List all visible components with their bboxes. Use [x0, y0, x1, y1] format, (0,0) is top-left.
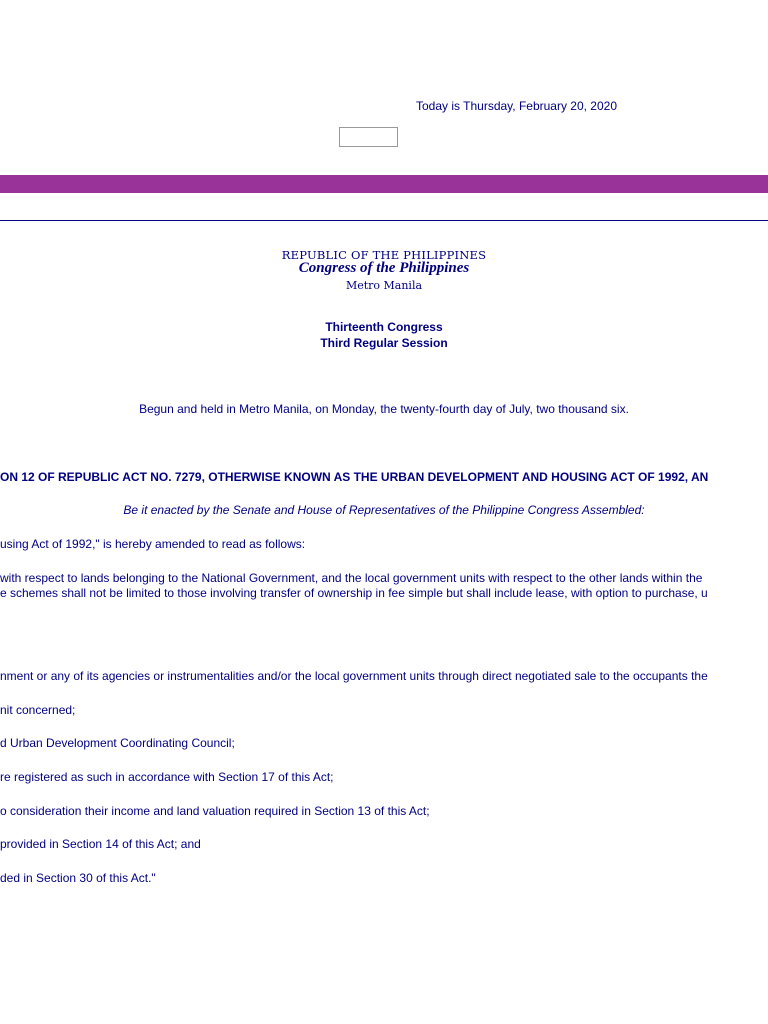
navigation-banner — [0, 175, 768, 193]
body-line: nment or any of its agencies or instrumentalities and/or the local government units through direct negotiated sale to the occupants the — [0, 669, 708, 683]
body-line: ded in Section 30 of this Act." — [0, 871, 156, 885]
body-line: provided in Section 14 of this Act; and — [0, 837, 201, 851]
body-line: nit concerned; — [0, 703, 76, 717]
regular-session: Third Regular Session — [320, 336, 448, 350]
enacting-clause: Be it enacted by the Senate and House of Representatives of the Philippine Congress Assembled: — [123, 503, 645, 517]
body-line: using Act of 1992," is hereby amended to read as follows: — [0, 537, 306, 551]
date-line: Today is Thursday, February 20, 2020 — [416, 99, 617, 113]
search-input[interactable] — [339, 127, 398, 147]
body-line: re registered as such in accordance with Section 17 of this Act; — [0, 770, 334, 784]
session-heading — [0, 319, 768, 351]
masthead-congress: Congress of the Philippines — [298, 260, 470, 276]
horizontal-divider — [0, 220, 768, 221]
masthead-republic: REPUBLIC OF THE PHILIPPINES — [281, 248, 487, 262]
masthead-location: Metro Manila — [345, 279, 423, 292]
body-line: e schemes shall not be limited to those involving transfer of ownership in fee simple but shall include lease, with option to purchase, u — [0, 586, 708, 600]
begun-statement: Begun and held in Metro Manila, on Monday, the twenty-fourth day of July, two thousand six. — [139, 402, 629, 416]
body-line: o consideration their income and land valuation required in Section 13 of this Act; — [0, 804, 430, 818]
body-line: with respect to lands belonging to the National Government, and the local government units with respect to the other lands within the — [0, 571, 703, 585]
body-line: d Urban Development Coordinating Council; — [0, 736, 235, 750]
act-title: ON 12 OF REPUBLIC ACT NO. 7279, OTHERWISE KNOWN AS THE URBAN DEVELOPMENT AND HOUSING ACT OF 1992, AN — [0, 470, 709, 484]
congress-number: Thirteenth Congress — [325, 320, 443, 334]
